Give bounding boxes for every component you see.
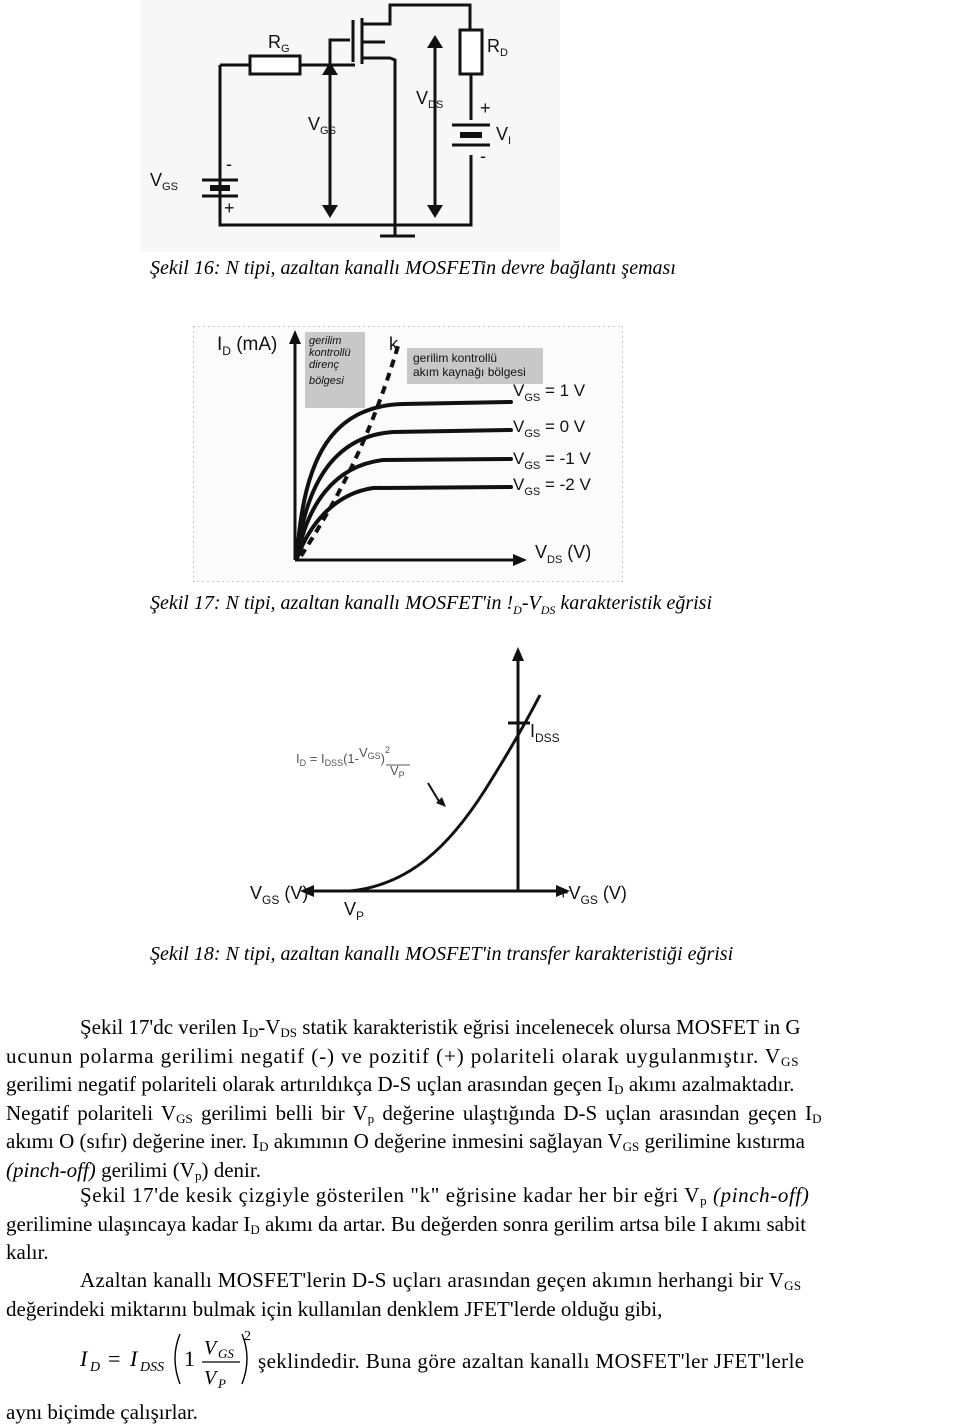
region-left-line2: kontrollü — [309, 347, 351, 359]
pos-vgs-label: +V — [558, 883, 581, 903]
plus-sign-right: + — [480, 98, 491, 118]
eq-rhs: I — [130, 1346, 138, 1371]
eq-den-sub: P — [218, 1376, 226, 1390]
rd-label: R — [487, 36, 500, 56]
region-right-line2: akım kaynağı bölgesi — [413, 365, 526, 379]
paragraph-1-line-6: (pinch-off) gerilimi $(V_p)$ denir. — [6, 1157, 261, 1183]
paragraph-2-line-2: gerilimine ulaşıncaya kadar $I_D$ akımı da artar. Bu değerden sonra gerilim artsa bile I akımı sabit — [6, 1211, 807, 1237]
paragraph-1 — [6, 1013, 956, 1184]
region-left-line4: bölgesi — [309, 375, 344, 387]
closing-text: aynı biçimde çalışırlar. — [6, 1400, 198, 1424]
vgs-left-label-sub: GS — [162, 181, 178, 193]
figure-18-transfer-chart — [240, 645, 640, 935]
figure-17-chart — [193, 326, 623, 582]
vgs-left-label: V — [150, 170, 163, 190]
vds-label-sub: DS — [428, 99, 444, 111]
x-axis-label: V — [535, 542, 548, 562]
region-right-line1: gerilim kontrollü — [413, 351, 498, 365]
equation-formula — [80, 1326, 260, 1390]
eq-lhs-sub: D — [90, 1360, 101, 1375]
paragraph-1-line-3: gerilimi negatif polariteli olarak artırıldıkça D-S uçlan arasından geçen $I_D$ akımı azalmaktadır. — [6, 1072, 795, 1097]
equation-tail-text: şeklindedir. Buna göre azaltan kanallı MOSFET'ler JFET'lerle — [258, 1349, 805, 1373]
idss-label-sub: DSS — [535, 731, 560, 745]
y-axis-label-sub: D — [222, 344, 231, 358]
figure-17-caption: Şekil 17: N tipi, azaltan kanallı MOSFET'in $!_D-V_{DS}$ karakteristik eğrisi — [150, 592, 713, 617]
paragraph-1-line-1: Şekil 17'dc verilen $I_D-V_{DS}$ statik karakteristik eğrisi incelenecek olursa MOSFET in G — [80, 1015, 801, 1040]
neg-vgs-label-sub: GS — [262, 893, 280, 907]
y-axis-unit: (mA) — [230, 334, 278, 355]
rg-label: R — [268, 32, 281, 52]
paragraph-2-line-1: Şekil 17'de kesik çizgiyle gösterilen "k" eğrisine kadar her bir eğri $V_p$ (pinch-off) — [80, 1183, 810, 1208]
paragraph-1-line-5: akımı O (sıfır) değerine iner. $I_D$ akımının O değerine inmesini sağlayan $V_{GS}$ gerilimine kıstırma — [6, 1129, 805, 1154]
y-axis-label: I — [217, 334, 223, 355]
eq-den: V — [204, 1367, 217, 1389]
eq-lhs: I — [80, 1346, 88, 1371]
region-left-line1: gerilim — [309, 335, 342, 347]
paragraph-2 — [6, 1181, 956, 1267]
minus-sign-right: - — [480, 146, 486, 166]
curve-label-4: $V_{GS} = -2$ V — [513, 475, 591, 498]
x-axis-unit: (V) — [562, 542, 592, 562]
vd-label-sub: I — [508, 135, 512, 147]
figure-16-circuit-diagram — [140, 0, 560, 252]
eq-equals: = — [108, 1346, 121, 1371]
eq-one: 1 — [184, 1346, 195, 1371]
eq-exp: 2 — [244, 1329, 251, 1344]
curve-label-1: $V_{GS} = 1$ V — [513, 381, 586, 404]
vp-label: V — [344, 899, 357, 919]
eq-rhs-sub: DSS — [140, 1360, 165, 1375]
pos-vgs-label-sub: GS — [580, 893, 598, 907]
vgs-mid-label: V — [308, 114, 321, 134]
plus-sign-left: + — [224, 198, 235, 218]
neg-vgs-unit: (V) — [279, 883, 309, 903]
figure-16-caption: Şekil 16: N tipi, azaltan kanallı MOSFETin devre bağlantı şeması — [150, 257, 676, 279]
eq-num: V — [204, 1337, 217, 1359]
x-axis-label-sub: DS — [547, 554, 563, 566]
paragraph-2-line-3: kalır. — [6, 1240, 49, 1264]
curve-label-3: $V_{GS} = -1$ V — [513, 449, 591, 472]
rg-label-sub: G — [281, 43, 290, 55]
paragraph-3 — [6, 1266, 956, 1323]
idss-label: I — [530, 721, 536, 741]
svg-text:VP: $V_P$ — [390, 763, 405, 780]
neg-vgs-label: V — [250, 883, 263, 903]
region-left-line3: direnç — [309, 359, 339, 371]
vgs-mid-label-sub: GS — [320, 125, 336, 137]
vd-label: V — [496, 124, 509, 144]
eq-num-sub: GS — [218, 1346, 234, 1361]
minus-sign-left: - — [226, 154, 232, 174]
k-label: k — [389, 334, 398, 354]
pos-vgs-unit: (V) — [597, 883, 627, 903]
vp-label-sub: P — [356, 909, 365, 923]
rd-label-sub: D — [500, 47, 508, 59]
paragraph-1-line-4: Negatif polariteli $V_{GS}$ gerilimi belli bir $V_p$ değerine ulaştığında D-S uçlan arasından geçen $I_D$ — [6, 1100, 822, 1126]
curve-label-2: $V_{GS} = 0$ V — [513, 417, 586, 440]
figure-18-caption: Şekil 18: N tipi, azaltan kanallı MOSFET'in transfer karakteristiği eğrisi — [150, 943, 734, 965]
paragraph-3-line-1: Azaltan kanallı MOSFET'lerin D-S uçları arasından geçen akımın herhangi bir $V_{GS}$ — [80, 1268, 802, 1293]
vds-label: V — [416, 88, 429, 108]
svg-text:ID = IDSS(1-VGS)2: $I_D = I_{DSS}(1-VGS)^2$ — [296, 745, 391, 768]
paragraph-1-line-2: ucunun polarma gerilimi negatif (-) ve pozitif (+) polariteli olarak uygulanmıştır. $V_{GS}$ — [6, 1043, 800, 1069]
paragraph-3-line-2: değerindeki miktarını bulmak için kullanılan denklem JFET'lerde olduğu gibi, — [6, 1296, 663, 1321]
